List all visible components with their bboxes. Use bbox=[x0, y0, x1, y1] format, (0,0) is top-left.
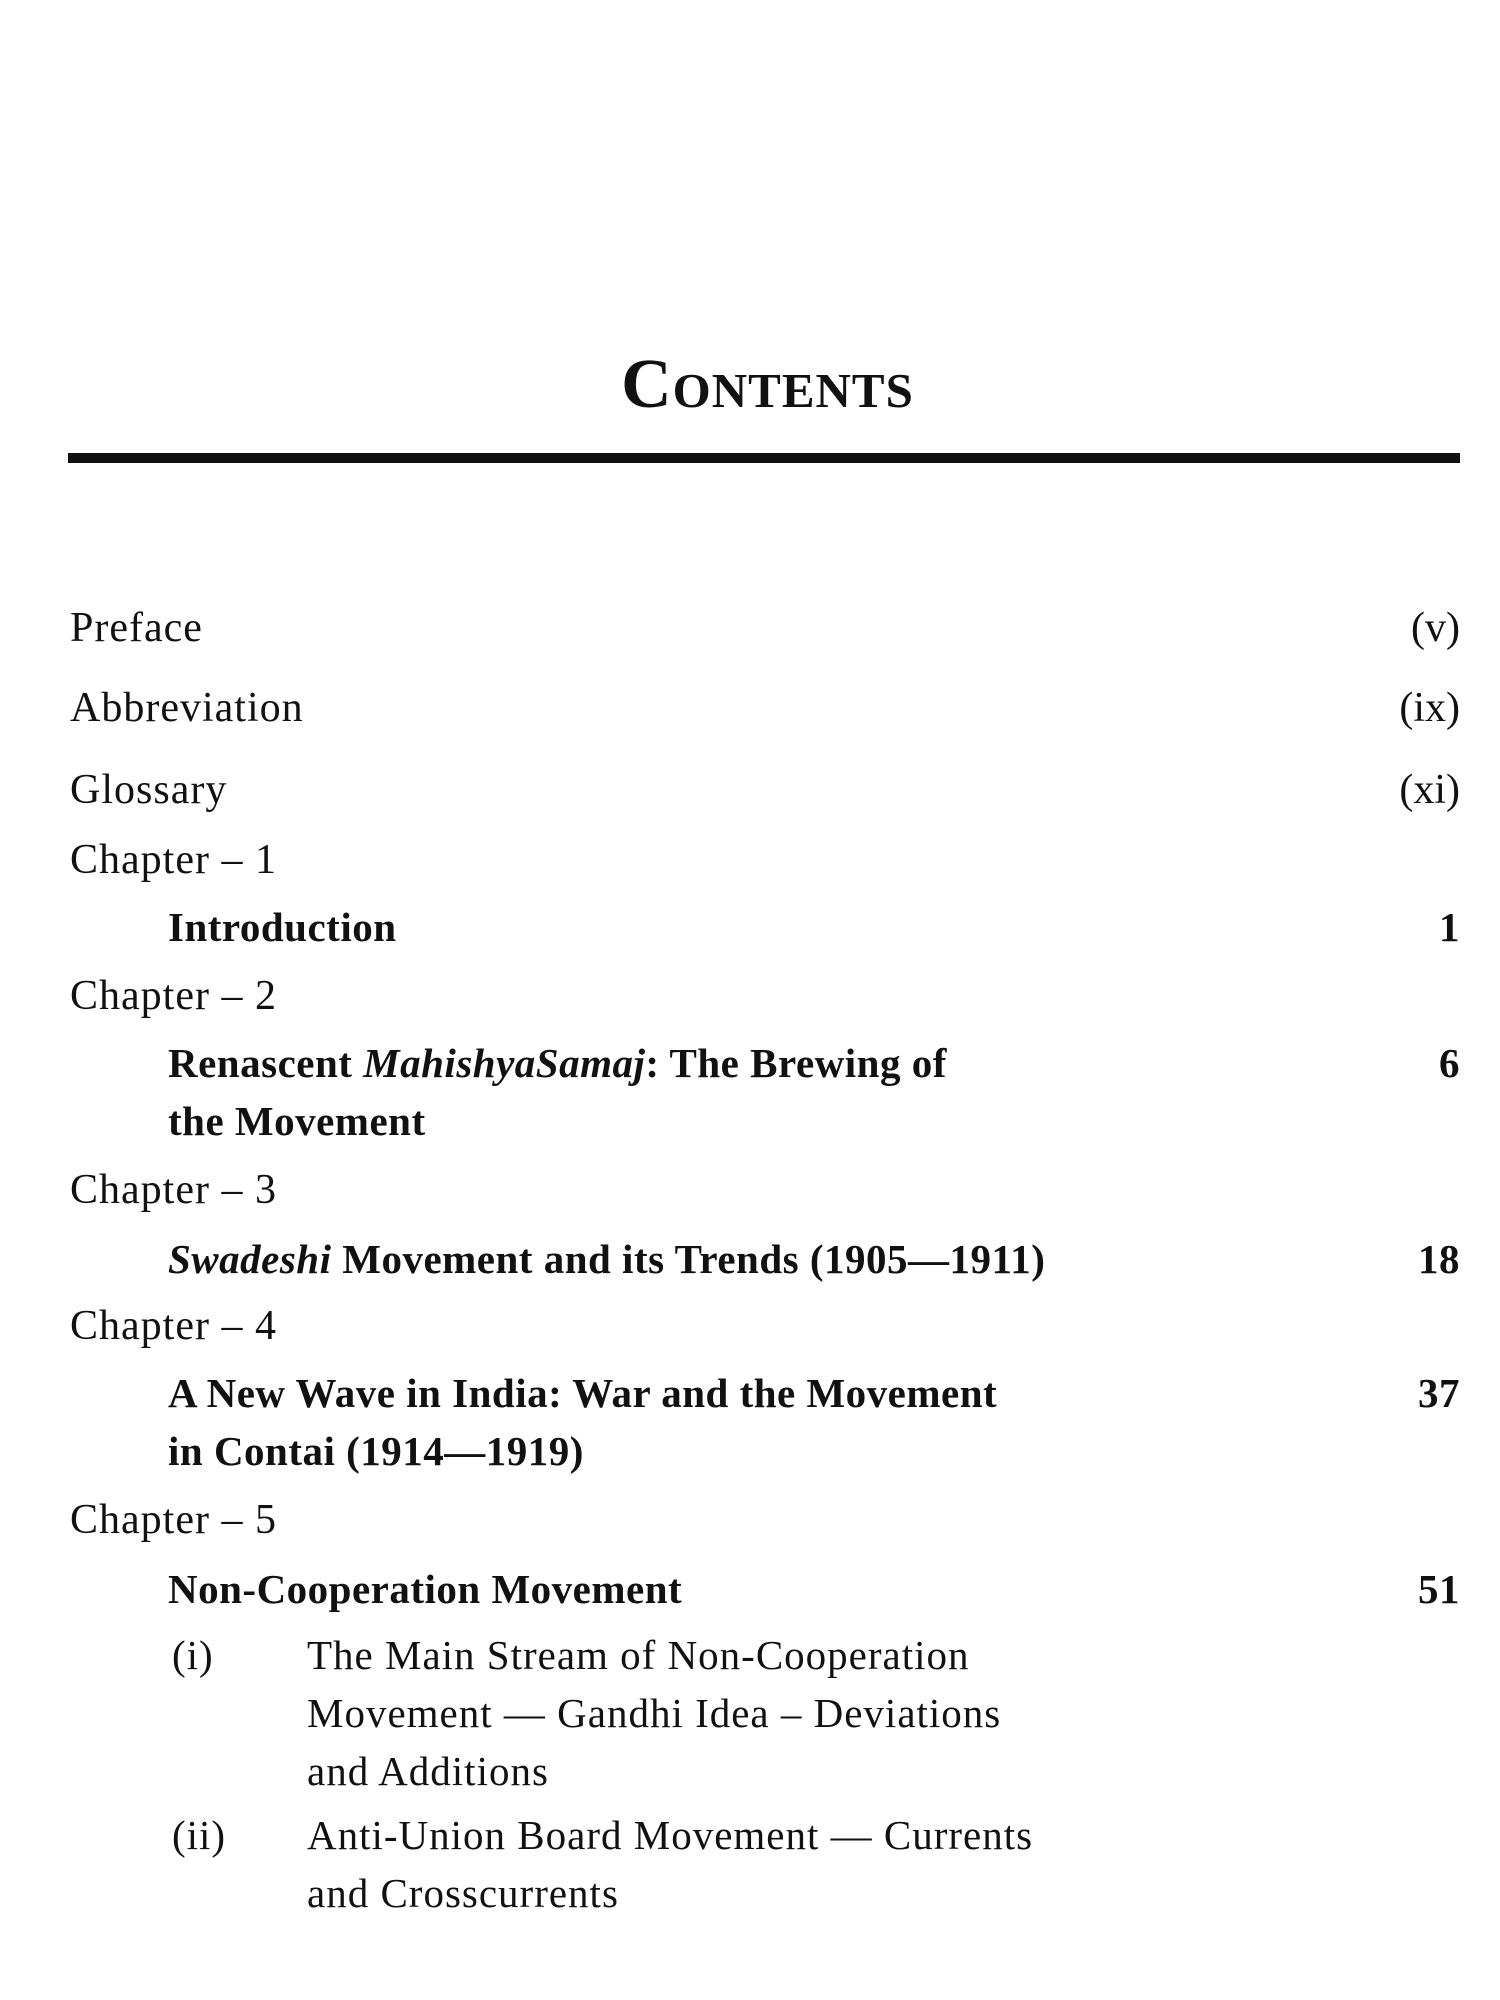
chapter-heading-2: Chapter – 2 bbox=[70, 973, 277, 1019]
toc-page: 51 bbox=[1418, 1566, 1460, 1612]
subsection-line: Movement — Gandhi Idea – Deviations bbox=[307, 1690, 1002, 1736]
toc-page: (v) bbox=[1411, 605, 1460, 651]
subsection-line: and Crosscurrents bbox=[307, 1870, 619, 1916]
chapter-title: Non-Cooperation Movement bbox=[168, 1566, 683, 1612]
toc-label: Abbreviation bbox=[70, 685, 304, 731]
title-divider bbox=[68, 453, 1460, 463]
subsection-number: (ii) bbox=[172, 1812, 227, 1858]
toc-subsection-5-i[interactable] bbox=[172, 1626, 1322, 1800]
chapter-title: Introduction bbox=[168, 904, 397, 950]
chapter-title-part: : The Brewing of bbox=[645, 1040, 947, 1086]
chapter-title-italic: MahishyaSamaj bbox=[363, 1040, 646, 1086]
toc-entry-chapter-4[interactable] bbox=[168, 1364, 1460, 1480]
chapter-heading-1: Chapter – 1 bbox=[70, 837, 277, 883]
chapter-title bbox=[168, 1034, 947, 1150]
chapter-title bbox=[168, 1364, 997, 1480]
toc-page: 6 bbox=[1439, 1040, 1460, 1086]
chapter-heading-4: Chapter – 4 bbox=[70, 1303, 277, 1349]
chapter-heading-5: Chapter – 5 bbox=[70, 1497, 277, 1543]
toc-page: 37 bbox=[1418, 1370, 1460, 1416]
toc-page: (xi) bbox=[1399, 767, 1460, 813]
chapter-heading-3: Chapter – 3 bbox=[70, 1167, 277, 1213]
subsection-line: Anti-Union Board Movement — Currents bbox=[307, 1812, 1034, 1858]
subsection-title bbox=[307, 1626, 1307, 1800]
subsection-number: (i) bbox=[172, 1632, 214, 1678]
toc-label: Glossary bbox=[70, 767, 228, 813]
toc-label: Preface bbox=[70, 605, 203, 651]
chapter-title-part: Renascent bbox=[168, 1040, 364, 1086]
subsection-line: and Additions bbox=[307, 1748, 549, 1794]
chapter-title-line1: A New Wave in India: War and the Movement bbox=[168, 1370, 998, 1416]
toc-subsection-5-ii[interactable] bbox=[172, 1806, 1322, 1922]
chapter-title-line2: in Contai (1914—1919) bbox=[168, 1428, 584, 1474]
subsection-title bbox=[307, 1806, 1307, 1922]
subsection-line: The Main Stream of Non-Cooperation bbox=[307, 1632, 970, 1678]
toc-page: 18 bbox=[1418, 1236, 1460, 1282]
chapter-title-part: Movement and its Trends (1905—1911) bbox=[331, 1236, 1046, 1282]
toc-page: (ix) bbox=[1399, 685, 1460, 731]
page-title: Contents bbox=[621, 346, 914, 423]
toc-entry-chapter-2[interactable] bbox=[168, 1034, 1460, 1150]
toc-page: 1 bbox=[1439, 904, 1460, 950]
chapter-title-italic: Swadeshi bbox=[168, 1236, 332, 1282]
chapter-title-line2: the Movement bbox=[168, 1098, 426, 1144]
chapter-title bbox=[168, 1230, 1045, 1288]
